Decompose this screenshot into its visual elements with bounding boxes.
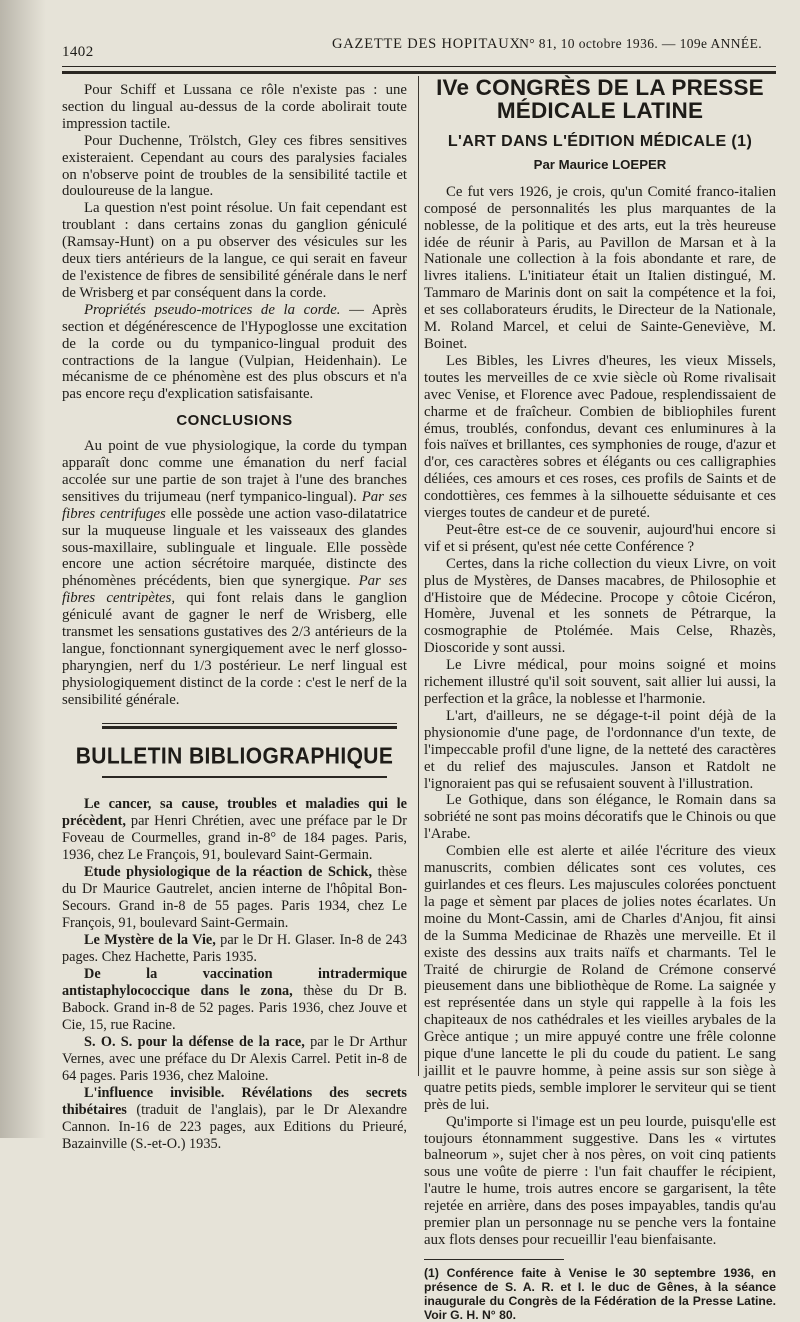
article-author: Par Maurice LOEPER — [533, 156, 667, 172]
paragraph: Qu'importe si l'image est un peu lourde, puisqu'elle est toujours étonnamment suggestive. Dans les « virtutes balneorum », sujet cher à nos pères, on voit cinq patients sous une voûte de pierre : l'un fait chauffer le récipient, l'autre le hume, trois autres encore se gargarisent, la tête rejetée en arrière, dans des poses impayables, tandis qu'au premier plan un personnage nu se penche vers la fontaine aux flots denses pour recueillir l'eau bienfaisante. — [424, 1113, 776, 1248]
journal-title: GAZETTE DES HOPITAUX — [332, 36, 521, 52]
entry-title: Le cancer, sa cause, troubles et maladies qui le précèdent, — [62, 795, 407, 829]
paragraph: Peut-être est-ce de ce souvenir, aujourd'hui encore si vif et si présent, qu'est née cette Conférence ? — [424, 521, 776, 555]
paragraph: Le Livre médical, pour moins soigné et moins richement illustré qu'il soit souvent, sait allier lui aussi, la perfection et la grâce, la noblesse et l'harmonie. — [424, 657, 776, 707]
paragraph — [62, 302, 407, 403]
entry-author: par Henri Chrétien, — [130, 812, 245, 829]
paragraph: Combien elle est alerte et ailée l'écriture des vieux manuscrits, combien délicates sont ces volutes, ces guirlandes et ces fleurs. Les majuscules colorées ponctuent la page et sèment par places de jolies notes écarlates. Un moine du Mont-Cassin, ami de Charles d'Anjou, fit ainsi de la Summa Medicinae de Rhazès une merveille. Et il existe des dessins aux traits naïfs et charmants. Tel le Traité de chirurgie de Roland de Crémone conservé pieusement dans une bibliothèque de Rome. La saignée y est représentée dans un style qui rappelle à la fois les chapiteaux de nos cathédrales et les vieilles arybales de la Grèce antique ; un mire appuyé contre une frêle colonne pique d'une lancette le pli du coude du patient. Le sang jaillit et le pauvre homme, à peine assis sur son siège à quatre petits pieds, semble implorer le serviteur qui se tient près de lui. — [424, 843, 776, 1113]
section-divider — [102, 723, 397, 729]
header-rule-thin — [62, 66, 776, 67]
entry-details: par le Dr H. Glaser. In-8 de 243 pages. Chez Hachette, Paris 1935. — [62, 931, 407, 965]
paragraph-text: elle possède une action vaso-dilatatrice sur la muqueuse linguale et les vaisseaux des glandes sous-maxillaire, sublinguale et linguale. Elle possède encore une action sécrétoire marquée, distincte des phénomènes précédents, bien que synergique. — [62, 505, 407, 590]
bibliography-rule — [102, 776, 387, 778]
entry-details: thèse du Dr Maurice Gautrelet, ancien interne de l'hôpital Bon-Secours. Grand in-8 de 55 pages. Paris 1934, chez Le François, 91, boulevard Saint-Germain. — [62, 863, 407, 931]
paragraph: La question n'est point résolue. Un fait cependant est troublant : dans certains zonas du ganglion géniculé (Ramsay-Hunt) on a pu observer des vésicules sur les deux tiers antérieurs de la langue, ce qui serait en faveur de l'existence de fibres de sensibilité générale dans le nerf de Wrisberg et par conséquent dans la corde. — [62, 200, 407, 301]
bibliography-entry — [62, 796, 407, 864]
page-number: 1402 — [62, 44, 94, 60]
italic-lead: Propriétés pseudo-motrices de la corde. — [84, 301, 341, 318]
entry-details: thèse du Dr B. Babock. Grand in-8 de 52 pages. Paris 1936, chez Jouve et Cie, 15, rue Racine. — [62, 982, 407, 1033]
entry-details: (traduit de l'anglais), par le Dr Alexandre Cannon. In-16 de 223 pages, aux Editions du Prieuré, Bazainville (S.-et-O.) 1935. — [62, 1101, 407, 1152]
running-header — [62, 36, 762, 62]
issue-info: N° 81, 10 octobre 1936. — 109e ANNÉE. — [519, 36, 762, 51]
bibliography-entry — [62, 932, 407, 966]
entry-title: L'influence invisible. Révélations des secrets thibétaires — [62, 1084, 407, 1118]
entry-details: par le Dr Arthur Vernes, avec une préface du Dr Alexis Carrel. Petit in-8 de 64 pages. Paris 1936, chez Maloine. — [62, 1033, 407, 1084]
article-headline: IVe CONGRÈS DE LA PRESSE MÉDICALE LATINE — [436, 75, 764, 123]
conclusions-heading: CONCLUSIONS — [176, 412, 293, 430]
page-edge-shadow — [0, 0, 46, 1138]
entry-title: Etude physiologique de la réaction de Schick, — [84, 863, 373, 880]
paragraph: Pour Duchenne, Trölstch, Gley ces fibres sensitives existeraient. Cependant au cours des paralysies faciales on n'observe point de troubles de la sensibilité tactile et douloureuse de la langue. — [62, 132, 407, 200]
entry-title: De la vaccination intradermique antistaphylococcique dans le zona, — [62, 965, 407, 999]
bibliography-entry — [62, 1034, 407, 1085]
footnote: (1) Conférence faite à Venise le 30 septembre 1936, en présence de S. A. R. et I. le duc de Gênes, à la séance inaugurale du Congrès de la Fédération de la Presse Latine. Voir G. H. N° 80. — [424, 1265, 776, 1322]
paragraph: Ce fut vers 1926, je crois, qu'un Comité franco-italien composé de personnalités les plus marquantes de la noblesse, de la politique et des arts, eut la très heureuse idée de réunir à Paris, au Pavillon de Marsan et à la Nationale une collection à la fois abondante et rare, de livres italiens. L'initiateur était un Italien distingué, M. Tammaro de Marinis dont on sait la compétence et la foi, et ses collaborateurs érudits, le Directeur de la Nationale, M. Roland Marcel, et celui de Sainte-Geneviève, M. Boinet. — [424, 183, 776, 352]
footnote-rule — [424, 1259, 564, 1260]
bibliography-entry — [62, 1085, 407, 1153]
paragraph: Pour Schiff et Lussana ce rôle n'existe pas : une section du lingual au-dessus de la corde abolirait toute impression tactile. — [62, 82, 407, 132]
bibliography-entry — [62, 864, 407, 932]
article-subtitle: L'ART DANS L'ÉDITION MÉDICALE (1) — [447, 133, 753, 150]
italic-lead: Par ses fibres centripètes, — [62, 573, 408, 607]
paragraph: Le Gothique, dans son élégance, le Romain dans sa sobriété ne sont pas moins décoratifs que le Chinois ou que l'Arabe. — [424, 792, 776, 843]
entry-details: avec une préface par le Dr Foveau de Courmelles, grand in-8° de 184 pages. Paris, 1936, chez Le François, 91, boulevard Saint-Germain. — [62, 812, 407, 863]
paragraph-text: — Après section et dégénérescence de l'Hypoglosse une excitation de la corde ou du tympanico-lingual produit des contractions de la langue (Vulpian, Heidenhain). Le mécanisme de ce phénomène est des plus obscurs et n'a pas encore reçu d'explication satisfaisante. — [62, 301, 407, 403]
bibliography-heading: BULLETIN BIBLIOGRAPHIQUE — [75, 743, 394, 769]
paragraph: L'art, d'ailleurs, ne se dégage-t-il point déjà de la physionomie d'une page, de l'ordonnance d'un texte, de l'impeccable profil d'une ligne, de la netteté des caractères et du relief des majuscules. Janson et Ratdolt ne l'ignoraient pas qui se refusaient souvent à l'illustration. — [424, 707, 776, 792]
right-column — [424, 76, 776, 1322]
paragraph: Les Bibles, les Livres d'heures, les vieux Missels, toutes les merveilles de ce xvie siècle où Rome rivalisait avec Venise, et Florence avec Padoue, resplendissaient de charme et de fraîcheur. Combien de bibliophiles furent émus, troublés, confondus, devant ces enluminures à la fois naïves et brillantes, ces symphonies de rouge, d'azur et d'or, ces caractères sobres et élégants ou ces calligraphies déliées, ces amours et ces roses, ces profils de Saints et de condottières, ces femmes à la silhouette séduisante et ces vierges toutes de candeur et de pureté. — [424, 352, 776, 522]
column-divider — [418, 76, 419, 1076]
entry-title: S. O. S. pour la défense de la race, — [84, 1033, 305, 1050]
entry-title: Le Mystère de la Vie, — [84, 931, 216, 948]
header-rule-thick — [62, 71, 776, 74]
paragraph: Certes, dans la riche collection du vieux Livre, on voit plus de Mystères, de Danses macabres, de Philosophie et d'Histoire que de Médecine. Procope y côtoie Cicéron, Homère, Juvenal et les sonnets de Pétrarque, la cosmographie de Ptolémée. Mais Celse, Rhazès, Dioscoride y sont aussi. — [424, 555, 776, 657]
italic-lead: Par ses fibres centrifuges — [62, 488, 407, 522]
left-column — [62, 76, 407, 1153]
paragraph-text: Au point de vue physiologique, la corde du tympan apparaît donc comme une émanation du nerf facial accolée sur une partie de son trajet à l'une des branches sensitives du trijumeau (nerf tympanico-lingual). — [62, 438, 407, 505]
paragraph-text: qui font relais dans le ganglion géniculé avant de gagner le nerf de Wrisberg, elle transmet les sensations gustatives des 2/3 antérieurs de la langue, fonctionnant synergiquement avec le nerf glosso-pharyngien, nerf du 1/3 postérieur. Le nerf lingual est physiologiquement distinct de la corde : c'est le nerf de la sensibilité générale. — [62, 590, 407, 708]
bibliography-entry — [62, 966, 407, 1034]
paragraph — [62, 438, 407, 709]
